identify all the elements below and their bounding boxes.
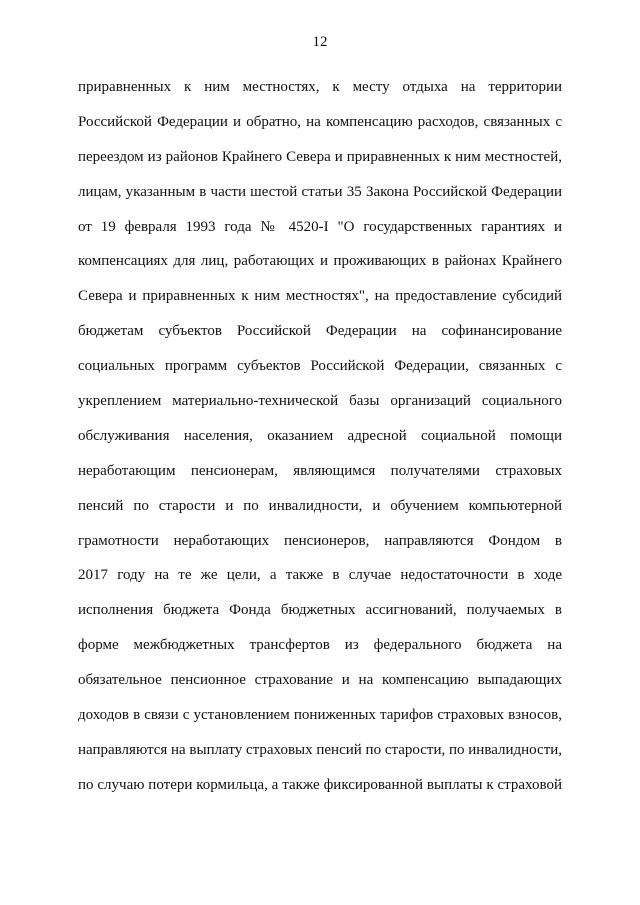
text-line: обслуживания населения, оказанием адресной социальной помощи xyxy=(78,427,562,444)
text-line: укреплением материально-технической базы организаций социального xyxy=(78,393,562,410)
text-line: направляются на выплату страховых пенсий по старости, по инвалидности, xyxy=(78,741,563,758)
text-line: от 19 февраля 1993 года № 4520-I "О государственных гарантиях и xyxy=(78,218,562,235)
text-line: компенсациях для лиц, работающих и проживающих в районах Крайнего xyxy=(78,253,562,270)
text-line: доходов в связи с установлением пониженных тарифов страховых взносов, xyxy=(78,707,562,724)
text-line: 2017 году на те же цели, а также в случае недостаточности в ходе xyxy=(78,567,562,584)
text-line: лицам, указанным в части шестой статьи 35 Закона Российской Федерации xyxy=(78,183,562,200)
text-line: неработающим пенсионерам, являющимся получателями страховых xyxy=(78,462,562,479)
text-line: приравненных к ним местностях, к месту отдыха на территории xyxy=(78,79,562,95)
text-line: социальных программ субъектов Российской Федерации, связанных с xyxy=(78,358,562,375)
document-body xyxy=(78,70,562,803)
text-line: исполнения бюджета Фонда бюджетных ассигнований, получаемых в xyxy=(78,602,562,619)
text-line: переездом из районов Крайнего Севера и приравненных к ним местностей, xyxy=(78,148,562,165)
text-line: по случаю потери кормильца, а также фиксированной выплаты к страховой xyxy=(78,776,562,793)
text-line: грамотности неработающих пенсионеров, направляются Фондом в xyxy=(78,532,562,549)
text-line: Севера и приравненных к ним местностях", на предоставление субсидий xyxy=(78,288,562,305)
page-number: 12 xyxy=(312,34,328,50)
text-line: Российской Федерации и обратно, на компенсацию расходов, связанных с xyxy=(78,113,562,130)
text-line: форме межбюджетных трансфертов из федерального бюджета на xyxy=(78,637,562,654)
text-line: обязательное пенсионное страхование и на компенсацию выпадающих xyxy=(78,672,562,689)
text-line: бюджетам субъектов Российской Федерации на софинансирование xyxy=(78,323,562,340)
text-line: пенсий по старости и по инвалидности, и обучением компьютерной xyxy=(78,497,562,514)
